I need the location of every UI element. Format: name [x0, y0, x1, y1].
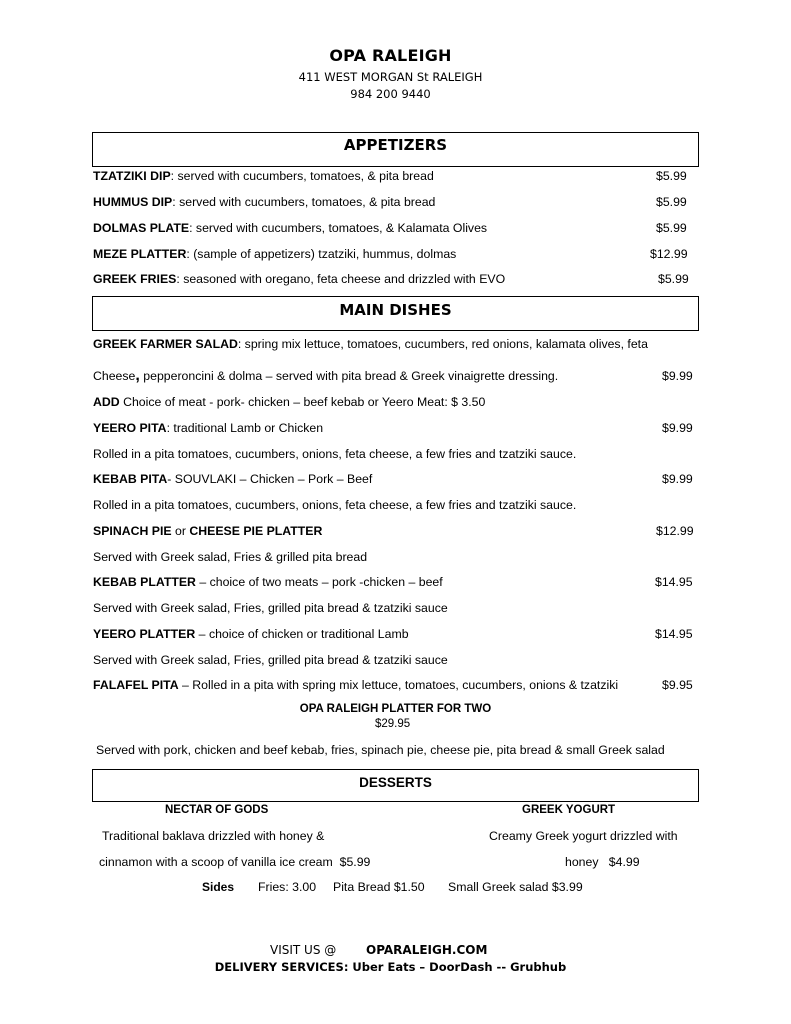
- nectar-line1: Traditional baklava drizzled with honey &: [102, 829, 325, 843]
- item-desc: : traditional Lamb or Chicken: [166, 421, 324, 435]
- platter-for-two-title: OPA RALEIGH PLATTER FOR TWO: [299, 703, 492, 715]
- appetizer-item: [93, 221, 487, 235]
- item-desc: : served with cucumbers, tomatoes, & pita bread: [172, 195, 436, 209]
- delivery-services: DELIVERY SERVICES: Uber Eats – DoorDash -- Grubhub: [214, 960, 567, 974]
- item-name: MEZE PLATTER: [93, 247, 187, 261]
- kebab-platter-line: [93, 575, 443, 589]
- sides-fries: Fries: 3.00: [258, 880, 317, 894]
- add-desc: Choice of meat - pork- chicken – beef kebab or Yeero Meat: $ 3.50: [119, 395, 486, 409]
- visit-label: VISIT US @: [270, 943, 337, 957]
- item-name: GREEK FARMER SALAD: [93, 337, 238, 351]
- item-name: DOLMAS PLATE: [93, 221, 190, 235]
- item-desc: – choice of two meats – pork -chicken – beef: [195, 575, 443, 589]
- item-desc: pepperoncini & dolma – served with pita bread & Greek vinaigrette dressing.: [139, 369, 559, 383]
- kebab-pita-note: Rolled in a pita tomatoes, cucumbers, onions, feta cheese, a few fries and tzatziki sauce.: [93, 498, 577, 512]
- desserts-title: DESSERTS: [359, 775, 432, 790]
- yeero-platter-line: [93, 627, 409, 641]
- item-or: or: [171, 524, 190, 538]
- item-name: KEBAB PLATTER: [93, 575, 196, 589]
- yogurt-title: GREEK YOGURT: [522, 804, 616, 816]
- yeero-pita-note: Rolled in a pita tomatoes, cucumbers, onions, feta cheese, a few fries and tzatziki sauce.: [93, 447, 577, 461]
- item-name: TZATZIKI DIP: [93, 169, 171, 183]
- item-price: $14.95: [655, 575, 693, 589]
- sides-pita: Pita Bread $1.50: [333, 880, 425, 894]
- item-desc: : served with cucumbers, tomatoes, & Kalamata Olives: [189, 221, 488, 235]
- yogurt-price: $4.99: [608, 855, 640, 869]
- item-price: $5.99: [656, 195, 687, 209]
- item-name: YEERO PITA: [93, 421, 167, 435]
- restaurant-name: OPA RALEIGH: [329, 46, 452, 65]
- appetizer-item: [93, 195, 435, 209]
- platter-for-two-note: Served with pork, chicken and beef kebab, fries, spinach pie, cheese pie, pita bread & small Greek salad: [96, 743, 665, 757]
- item-name: HUMMUS DIP: [93, 195, 173, 209]
- item-price: $9.99: [662, 369, 693, 383]
- item-price: $5.99: [656, 169, 687, 183]
- item-price: $9.99: [662, 421, 693, 435]
- item-name: FALAFEL PITA: [93, 678, 179, 692]
- nectar-price: $5.99: [339, 855, 371, 869]
- nectar-desc: cinnamon with a scoop of vanilla ice cream: [99, 855, 333, 869]
- item-desc: : seasoned with oregano, feta cheese and drizzled with EVO: [176, 272, 506, 286]
- appetizer-item: [93, 169, 434, 183]
- restaurant-phone: 984 200 9440: [350, 87, 431, 101]
- item-desc: : (sample of appetizers) tzatziki, hummus, dolmas: [186, 247, 457, 261]
- spinach-pie-note: Served with Greek salad, Fries & grilled pita bread: [93, 550, 368, 564]
- add-meat-line: [93, 395, 485, 409]
- sides-salad: Small Greek salad $3.99: [448, 880, 583, 894]
- item-name: KEBAB PITA: [93, 472, 168, 486]
- yeero-platter-note: Served with Greek salad, Fries, grilled pita bread & tzatziki sauce: [93, 653, 448, 667]
- item-price: $5.99: [656, 221, 687, 235]
- spinach-pie-line: [93, 524, 322, 538]
- nectar-line2: [99, 855, 370, 869]
- appetizers-title: APPETIZERS: [343, 136, 448, 154]
- item-name: CHEESE PIE PLATTER: [189, 524, 323, 538]
- item-desc: : served with cucumbers, tomatoes, & pita bread: [170, 169, 434, 183]
- falafel-pita-line: [93, 678, 618, 692]
- item-desc: – choice of chicken or traditional Lamb: [195, 627, 409, 641]
- farmer-salad-line1: [93, 337, 648, 351]
- sides-label: Sides: [202, 880, 235, 894]
- platter-for-two-price: $29.95: [375, 718, 411, 730]
- farmer-salad-line2: [93, 367, 558, 385]
- nectar-title: NECTAR OF GODS: [165, 804, 269, 816]
- yogurt-line2: [565, 855, 640, 869]
- restaurant-address: 411 WEST MORGAN St RALEIGH: [298, 70, 483, 84]
- item-desc: Cheese: [93, 369, 136, 383]
- yogurt-line1: Creamy Greek yogurt drizzled with: [489, 829, 678, 843]
- appetizers-header-box: [92, 132, 699, 167]
- main-dishes-title: MAIN DISHES: [339, 301, 452, 319]
- yeero-pita-line: [93, 421, 323, 435]
- item-desc: – Rolled in a pita with spring mix lettuce, tomatoes, cucumbers, onions & tzatziki: [178, 678, 619, 692]
- yogurt-desc: honey: [565, 855, 599, 869]
- item-price: $14.95: [655, 627, 693, 641]
- footer-visit-line: [270, 943, 336, 957]
- comma: ,: [135, 367, 140, 384]
- item-price: $9.95: [662, 678, 693, 692]
- kebab-platter-note: Served with Greek salad, Fries, grilled pita bread & tzatziki sauce: [93, 601, 448, 615]
- item-name: SPINACH PIE: [93, 524, 172, 538]
- appetizer-item: [93, 247, 456, 261]
- item-desc: - SOUVLAKI – Chicken – Pork – Beef: [167, 472, 373, 486]
- add-label: ADD: [93, 395, 120, 409]
- appetizer-item: [93, 272, 505, 286]
- item-price: $12.99: [656, 524, 694, 538]
- desserts-header-box: [92, 769, 699, 802]
- item-name: GREEK FRIES: [93, 272, 177, 286]
- kebab-pita-line: [93, 472, 372, 486]
- main-dishes-header-box: [92, 296, 699, 331]
- item-desc: : spring mix lettuce, tomatoes, cucumbers, red onions, kalamata olives, feta: [237, 337, 648, 351]
- item-price: $12.99: [650, 247, 688, 261]
- item-price: $5.99: [658, 272, 689, 286]
- item-name: YEERO PLATTER: [93, 627, 196, 641]
- website-link[interactable]: OPARALEIGH.COM: [366, 943, 488, 957]
- item-price: $9.99: [662, 472, 693, 486]
